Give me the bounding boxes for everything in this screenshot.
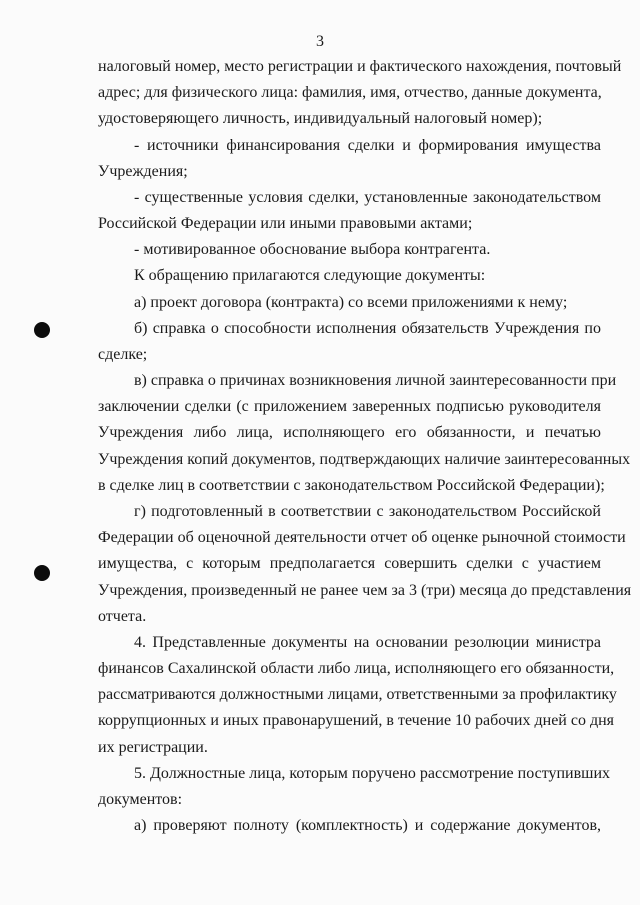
text-line: - мотивированное обоснование выбора контрагента. (134, 241, 491, 258)
text-line: в) справка о причинах возникновения личной заинтересованности при (134, 372, 617, 389)
text-line: их регистрации. (98, 739, 208, 756)
text-line: имущества, с которым предполагается совершить сделки с участием (98, 555, 601, 572)
text-line: - источники финансирования сделки и формирования имущества (134, 137, 601, 154)
text-line: удостоверяющего личность, индивидуальный налоговый номер); (98, 110, 543, 127)
text-line: К обращению прилагаются следующие документы: (134, 267, 486, 284)
text-line: Учреждения, произведенный не ранее чем за 3 (три) месяца до представления (98, 582, 632, 599)
text-line: адрес; для физического лица: фамилия, имя, отчество, данные документа, (98, 84, 602, 101)
text-line: а) проект договора (контракта) со всеми приложениями к нему; (134, 294, 568, 311)
text-line: коррупционных и иных правонарушений, в течение 10 рабочих дней со дня (98, 712, 615, 729)
text-line: документов: (98, 791, 183, 808)
text-line: сделке; (98, 346, 148, 363)
text-line: финансов Сахалинской области либо лица, исполняющего его обязанности, (98, 660, 615, 677)
text-line: в сделке лиц в соответствии с законодательством Российской Федерации); (98, 477, 605, 494)
punch-hole (34, 565, 50, 581)
text-line: Учреждения; (98, 163, 188, 180)
text-line: заключении сделки (с приложением заверенных подписью руководителя (98, 398, 601, 415)
text-line: Федерации об оценочной деятельности отчет об оценке рыночной стоимости (98, 529, 626, 546)
text-line: налоговый номер, место регистрации и фактического нахождения, почтовый (98, 58, 622, 75)
text-line: а) проверяют полноту (комплектность) и содержание документов, (134, 817, 601, 834)
text-line: Учреждения либо лица, исполняющего его обязанности, и печатью (98, 424, 601, 441)
text-line: б) справка о способности исполнения обязательств Учреждения по (134, 320, 601, 337)
text-line: 4. Представленные документы на основании резолюции министра (134, 634, 601, 651)
text-line: Российской Федерации или иными правовыми актами; (98, 215, 473, 232)
text-line: - существенные условия сделки, установленные законодательством (134, 189, 601, 206)
text-line: рассматриваются должностными лицами, ответственными за профилактику (98, 686, 617, 703)
text-line: отчета. (98, 608, 147, 625)
punch-hole (34, 322, 50, 338)
text-line: г) подготовленный в соответствии с законодательством Российской (134, 503, 601, 520)
text-line: 5. Должностные лица, которым поручено рассмотрение поступивших (134, 765, 611, 782)
page-number: 3 (316, 33, 324, 50)
text-line: Учреждения копий документов, подтверждающих наличие заинтересованных (98, 451, 631, 468)
